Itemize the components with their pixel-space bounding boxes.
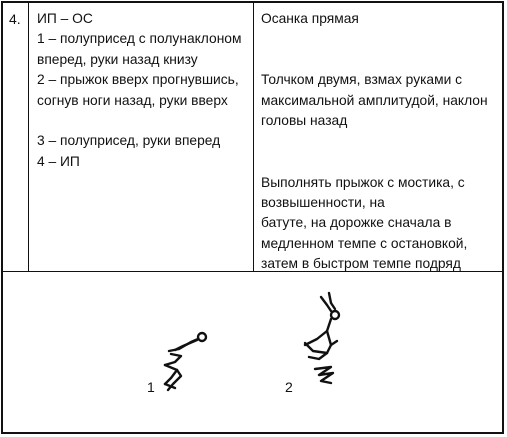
figure-1-caption: 1 (147, 379, 155, 395)
posture-note: Осанка прямая (261, 11, 359, 26)
step-line: согнув ноги назад, руки вверх (37, 92, 228, 108)
method-note-2: батуте, на дорожке сначала в медленном темпе с остановкой, затем в быстром темпе подряд (261, 215, 468, 272)
step-line: 2 – прыжок вверх прогнувшись, (37, 72, 239, 88)
figure-2-caption: 2 (285, 379, 293, 395)
column-divider-2 (253, 3, 254, 271)
step-line: вперед, руки назад книзу (37, 51, 198, 67)
method-note-1: Выполнять прыжок с мостика, с возвышенности, на (261, 174, 465, 211)
step-line: 4 – ИП (37, 153, 80, 169)
technique-note: Толчком двумя, взмах руками с максимальной амплитудой, наклон головы назад (261, 72, 488, 129)
exercise-steps (37, 9, 252, 172)
figure-1-crouch-drawing (153, 328, 223, 398)
figure-2-jump-drawing (291, 287, 361, 397)
exercise-table (1, 1, 504, 434)
step-line-empty (37, 111, 252, 131)
step-line: 3 – полуприсед, руки вперед (37, 133, 221, 149)
step-line: ИП – ОС (37, 11, 93, 26)
step-line: 1 – полуприсед с полунаклоном (37, 31, 242, 47)
column-divider-1 (28, 3, 29, 271)
guidelines (261, 9, 501, 275)
row-number: 4. (9, 11, 21, 27)
